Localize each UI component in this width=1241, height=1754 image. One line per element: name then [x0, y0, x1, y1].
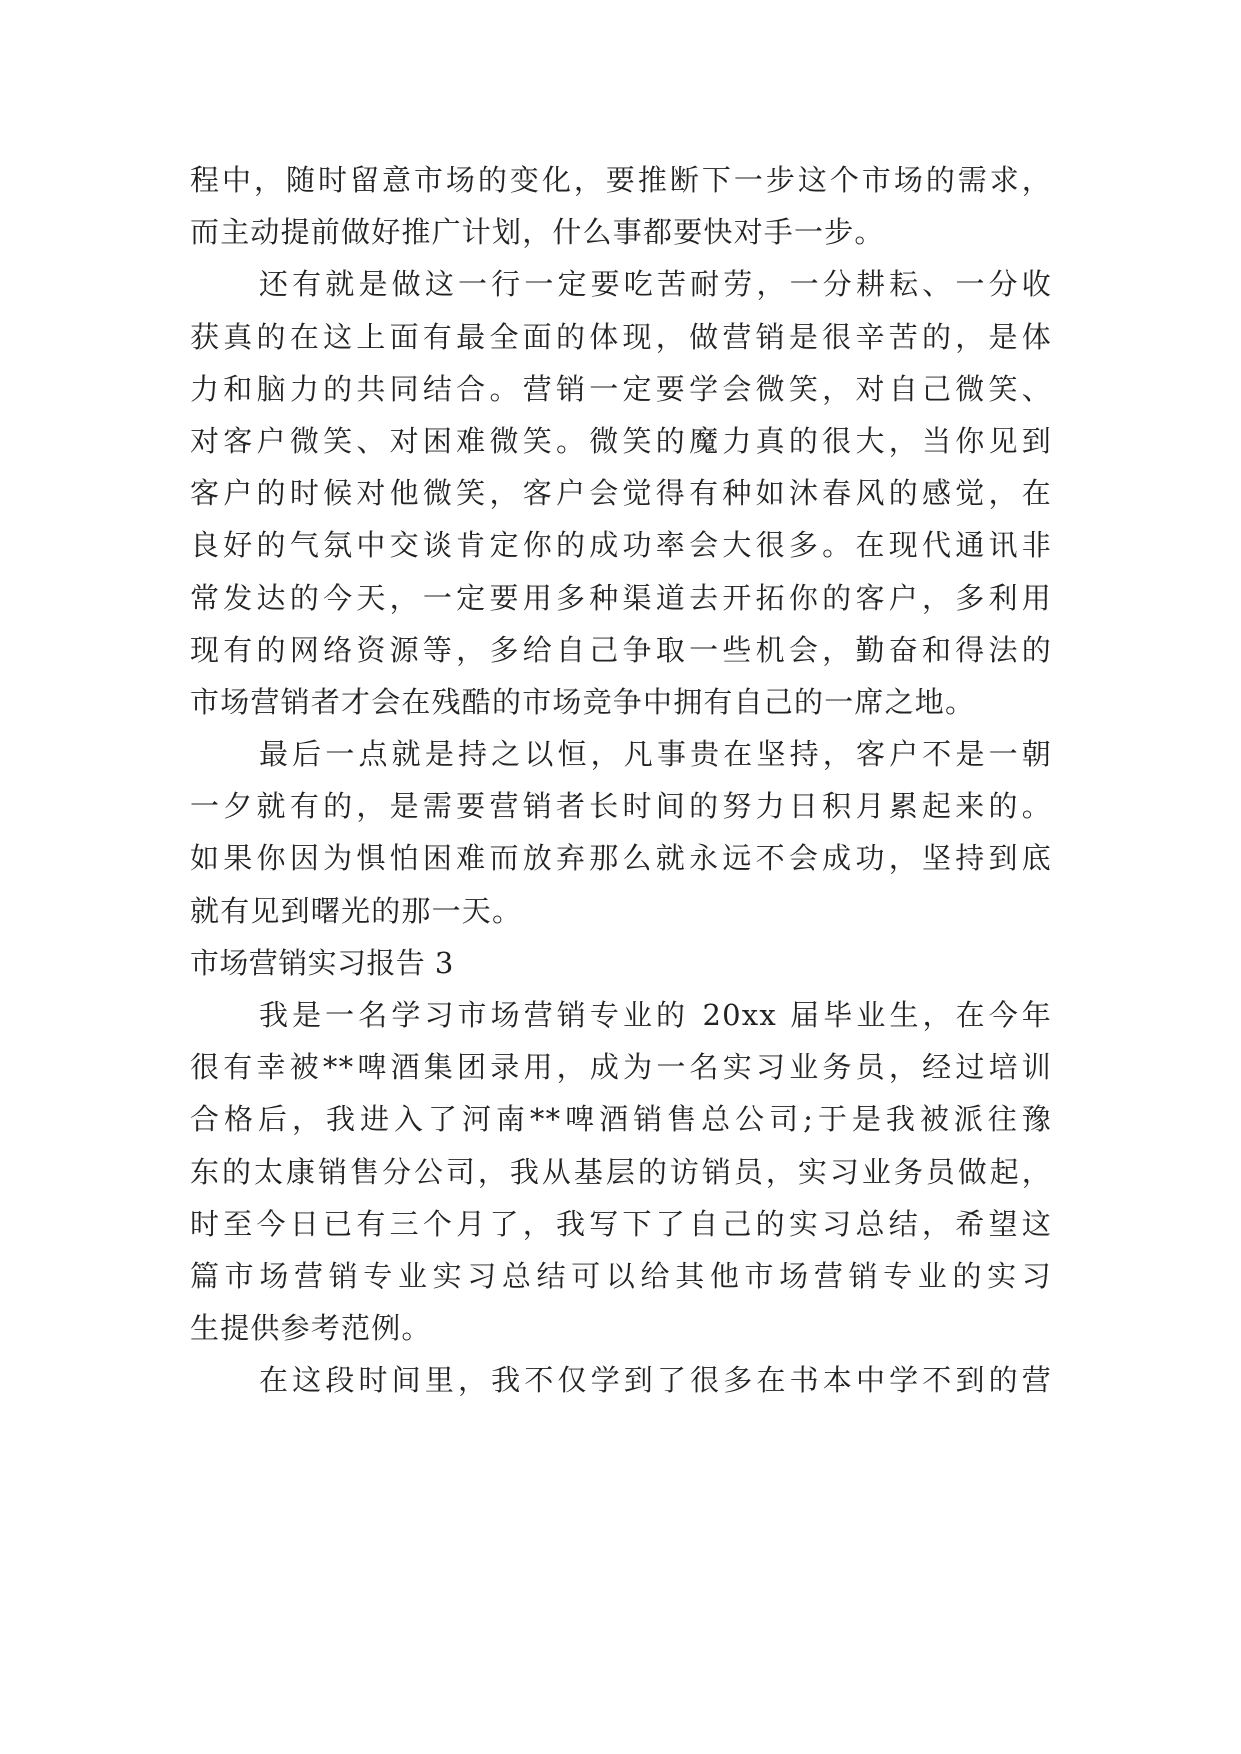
- text-line: 生提供参考范例。: [190, 1311, 432, 1346]
- text-line: 最后一点就是持之以恒，凡事贵在坚持，客户不是一朝: [259, 737, 1052, 772]
- text-line: 客户的时候对他微笑，客户会觉得有种如沐春风的感觉，在: [190, 476, 1052, 511]
- text-line: 一夕就有的，是需要营销者长时间的努力日积月累起来的。: [190, 789, 1052, 824]
- paragraph: [190, 1354, 1052, 1406]
- text-line: 合格后，我进入了河南**啤酒销售总公司;于是我被派往豫: [190, 1102, 1052, 1137]
- text-line: 东的太康销售分公司，我从基层的访销员，实习业务员做起，: [190, 1154, 1052, 1189]
- text-line: 良好的气氛中交谈肯定你的成功率会大很多。在现代通讯非: [190, 528, 1052, 563]
- text-line: 现有的网络资源等，多给自己争取一些机会，勤奋和得法的: [190, 632, 1052, 667]
- text-line: 对客户微笑、对困难微笑。微笑的魔力真的很大，当你见到: [190, 423, 1052, 458]
- text-line: 而主动提前做好推广计划，什么事都要快对手一步。: [190, 215, 885, 250]
- text-line: 市场营销者才会在残酷的市场竞争中拥有自己的一席之地。: [190, 684, 976, 719]
- text-line: 在这段时间里，我不仅学到了很多在书本中学不到的营: [259, 1363, 1052, 1398]
- text-line: 还有就是做这一行一定要吃苦耐劳，一分耕耘、一分收: [259, 267, 1052, 302]
- text-line: 篇市场营销专业实习总结可以给其他市场营销专业的实习: [190, 1258, 1052, 1293]
- text-line: 获真的在这上面有最全面的体现，做营销是很辛苦的，是体: [190, 319, 1052, 354]
- paragraph: [190, 728, 1052, 937]
- paragraph: [190, 154, 1052, 258]
- text-line: 时至今日已有三个月了，我写下了自己的实习总结，希望这: [190, 1206, 1052, 1241]
- text-line: 程中，随时留意市场的变化，要推断下一步这个市场的需求，: [190, 163, 1052, 197]
- text-line: 我是一名学习市场营销专业的 20xx 届毕业生，在今年: [259, 998, 1052, 1032]
- document-body: [190, 154, 1052, 1407]
- section-heading: 市场营销实习报告 3: [190, 945, 454, 980]
- text-line: 如果你因为惧怕困难而放弃那么就永远不会成功，坚持到底: [190, 841, 1052, 876]
- text-line: 力和脑力的共同结合。营销一定要学会微笑，对自己微笑、: [190, 371, 1052, 406]
- text-line: 常发达的今天，一定要用多种渠道去开拓你的客户，多利用: [190, 580, 1052, 615]
- paragraph: [190, 258, 1052, 728]
- text-line: 就有见到曙光的那一天。: [190, 893, 523, 928]
- text-line: 很有幸被**啤酒集团录用，成为一名实习业务员，经过培训: [190, 1050, 1052, 1085]
- paragraph: [190, 989, 1052, 1354]
